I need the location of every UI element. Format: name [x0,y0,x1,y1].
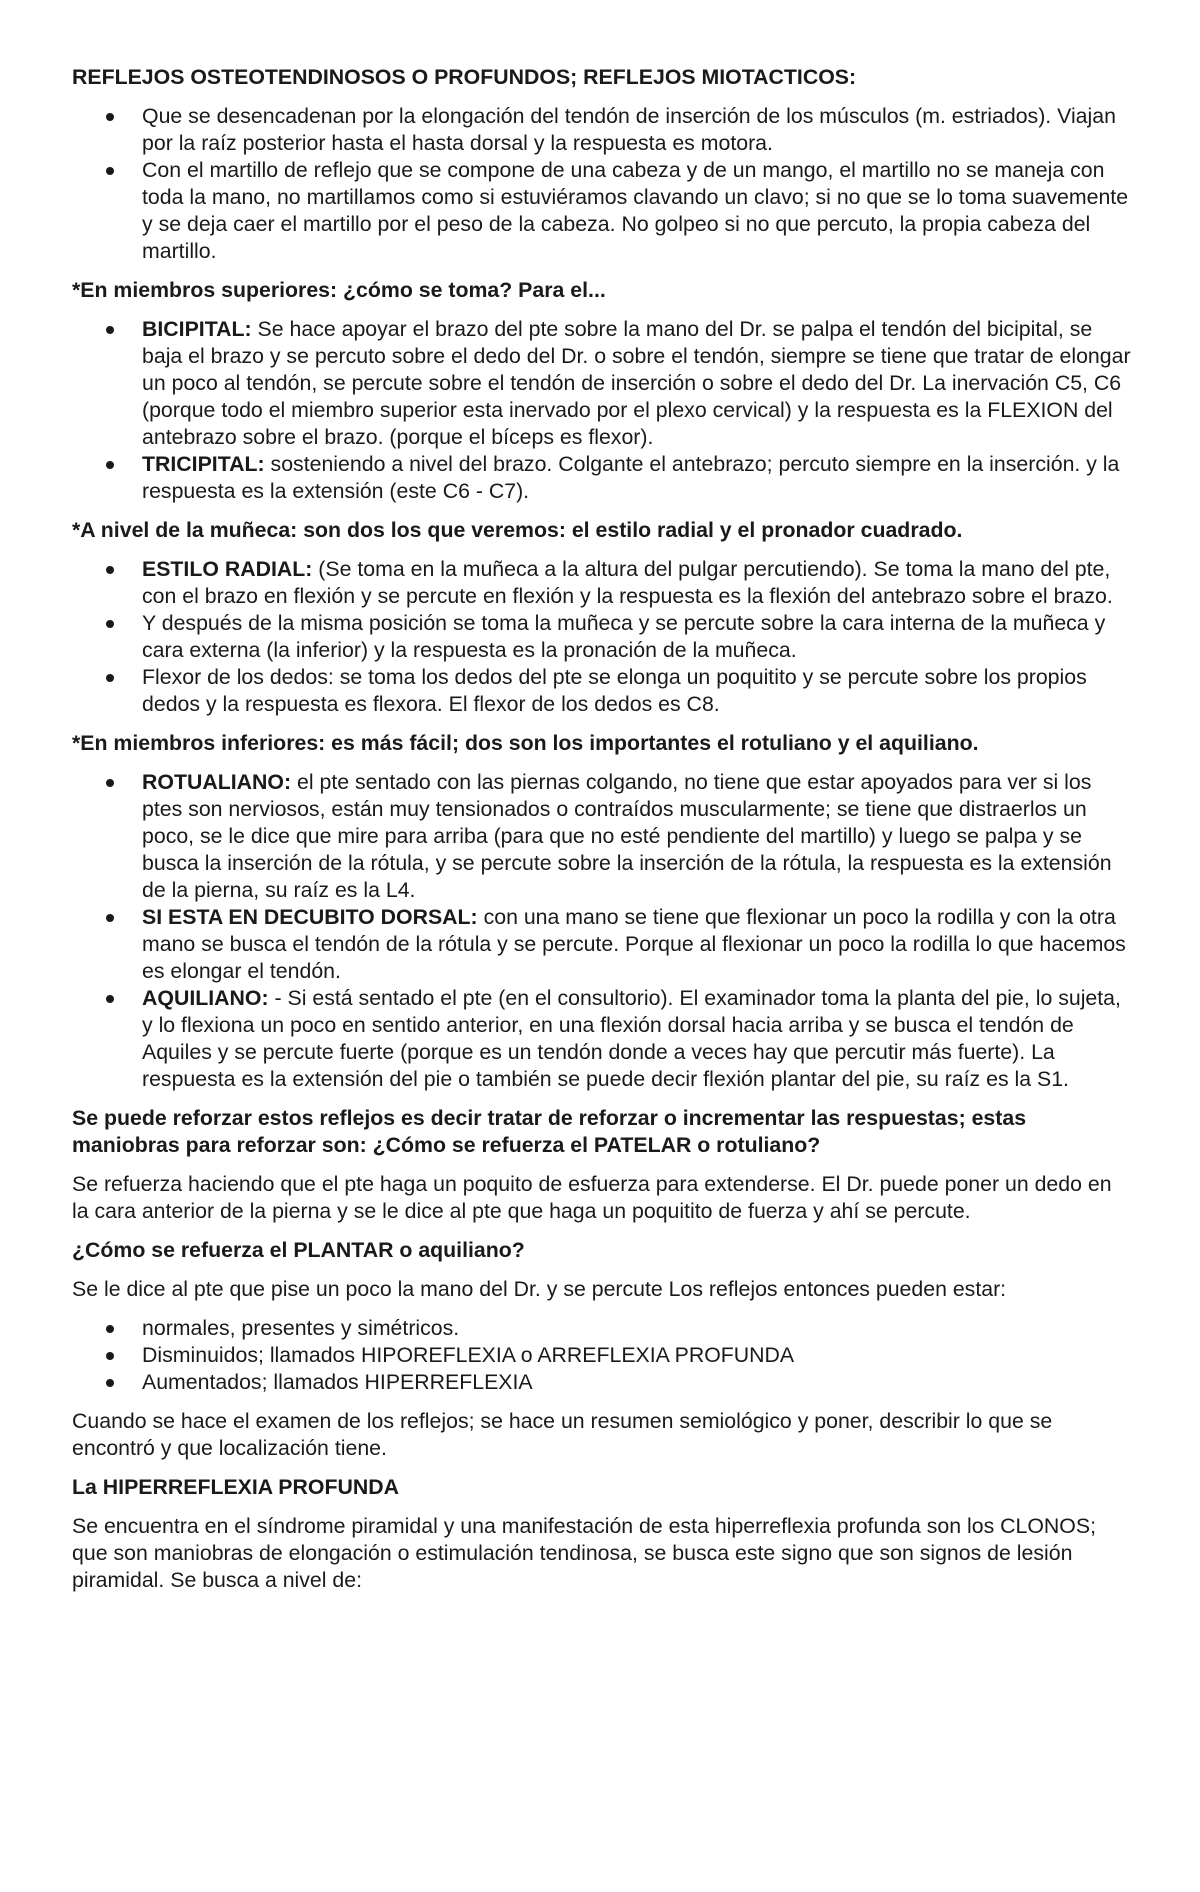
section-heading: *En miembros superiores: ¿cómo se toma? Para el... [72,278,606,302]
bullet-list [72,769,1132,1093]
section-heading: La HIPERREFLEXIA PROFUNDA [72,1475,399,1499]
section-heading: *A nivel de la muñeca: son dos los que veremos: el estilo radial y el pronador cuadrado. [72,518,963,542]
item-lead: AQUILIANO: [142,986,269,1010]
paragraph: Se refuerza haciendo que el pte haga un poquito de esfuerza para extenderse. El Dr. puede poner un dedo en la cara anterior de la pierna y se le dice al pte que haga un poquitito de fuerza y ahí se percute. [72,1172,1112,1223]
section-heading: REFLEJOS OSTEOTENDINOSOS O PROFUNDOS; REFLEJOS MIOTACTICOS: [72,65,857,89]
item-lead: SI ESTA EN DECUBITO DORSAL: [142,905,478,929]
item-lead: TRICIPITAL: [142,452,265,476]
item-text: - Si está sentado el pte (en el consultorio). El examinador toma la planta del pie, lo sujeta, y lo flexiona un poco en sentido anterior, en una flexión dorsal hacia arriba y se busca el tendón de Aquiles y se percute fuerte (porque es un tendón donde a veces hay que percutir más fuerte). La respuesta es la extensión del pie o también se puede decir flexión plantar del pie, su raíz es la S1. [142,986,1121,1091]
list-item [72,769,1132,904]
item-text: Con el martillo de reflejo que se compone de una cabeza y de un mango, el martillo no se maneja con toda la mano, no martillamos como si estuviéramos clavando un clavo; si no que se lo toma suavemente y se deja caer el martillo por el peso de la cabeza. No golpeo si no que percuto, la propia cabeza del martillo. [142,158,1129,263]
item-text: Y después de la misma posición se toma la muñeca y se percute sobre la cara interna de la muñeca y cara externa (la inferior) y la respuesta es la pronación de la muñeca. [142,611,1106,662]
list-item [72,985,1132,1093]
list-item [72,556,1132,610]
bullet-list [72,103,1132,265]
item-text: normales, presentes y simétricos. [142,1316,460,1340]
list-item [72,103,1132,157]
paragraph: Cuando se hace el examen de los reflejos; se hace un resumen semiológico y poner, describir lo que se encontró y que localización tiene. [72,1409,1053,1460]
list-item [72,664,1132,718]
list-item [72,157,1132,265]
item-text: sosteniendo a nivel del brazo. Colgante el antebrazo; percuto siempre en la inserción. y la respuesta es la extensión (este C6 - C7). [142,452,1120,503]
bullet-list [72,316,1132,505]
bullet-list [72,1315,1132,1396]
list-item [72,1342,1132,1369]
list-item [72,610,1132,664]
bullet-list [72,556,1132,718]
item-lead: BICIPITAL: [142,317,252,341]
section-heading: Se puede reforzar estos reflejos es decir tratar de reforzar o incrementar las respuestas; estas maniobras para reforzar son: ¿Cómo se refuerza el PATELAR o rotuliano? [72,1106,1027,1157]
item-text: (Se toma en la muñeca a la altura del pulgar percutiendo). Se toma la mano del pte, con el brazo en flexión y se percute en flexión y la respuesta es la flexión del antebrazo sobre el brazo. [142,557,1113,608]
document-page [72,64,1132,1606]
section-heading: *En miembros inferiores: es más fácil; dos son los importantes el rotuliano y el aquiliano. [72,731,979,755]
list-item [72,1315,1132,1342]
item-lead: ROTUALIANO: [142,770,292,794]
item-text: Flexor de los dedos: se toma los dedos del pte se elonga un poquitito y se percute sobre los propios dedos y la respuesta es flexora. El flexor de los dedos es C8. [142,665,1087,716]
list-item [72,904,1132,985]
item-text: Aumentados; llamados HIPERREFLEXIA [142,1370,533,1394]
paragraph: Se encuentra en el síndrome piramidal y una manifestación de esta hiperreflexia profunda son los CLONOS; que son maniobras de elongación o estimulación tendinosa, se busca este signo que son signos de lesión piramidal. Se busca a nivel de: [72,1514,1096,1592]
list-item [72,451,1132,505]
item-text: con una mano se tiene que flexionar un poco la rodilla y con la otra mano se busca el tendón de la rótula y se percute. Porque al flexionar un poco la rodilla lo que hacemos es elongar el tendón. [142,905,1126,983]
item-text: Disminuidos; llamados HIPOREFLEXIA o ARREFLEXIA PROFUNDA [142,1343,795,1367]
list-item [72,316,1132,451]
item-lead: ESTILO RADIAL: [142,557,313,581]
list-item [72,1369,1132,1396]
item-text: el pte sentado con las piernas colgando, no tiene que estar apoyados para ver si los ptes son nerviosos, están muy tensionados o contraídos muscularmente; se tiene que distraerlos un poco, se le dice que mire para arriba (para que no esté pendiente del martillo) y luego se palpa y se busca la inserción de la rótula, y se percute sobre la inserción de la rótula, la respuesta es la extensión de la pierna, su raíz es la L4. [142,770,1112,902]
item-text: Que se desencadenan por la elongación del tendón de inserción de los músculos (m. estriados). Viajan por la raíz posterior hasta el hasta dorsal y la respuesta es motora. [142,104,1116,155]
paragraph: Se le dice al pte que pise un poco la mano del Dr. y se percute Los reflejos entonces pueden estar: [72,1277,1007,1301]
item-text: Se hace apoyar el brazo del pte sobre la mano del Dr. se palpa el tendón del bicipital, se baja el brazo y se percuto sobre el dedo del Dr. o sobre el tendón, siempre se tiene que tratar de elongar un poco al tendón, se percute sobre el tendón de inserción o sobre el dedo del Dr. La inervación C5, C6 (porque todo el miembro superior esta inervado por el plexo cervical) y la respuesta es la FLEXION del antebrazo sobre el brazo. (porque el bíceps es flexor). [142,317,1131,449]
section-heading: ¿Cómo se refuerza el PLANTAR o aquiliano? [72,1238,525,1262]
